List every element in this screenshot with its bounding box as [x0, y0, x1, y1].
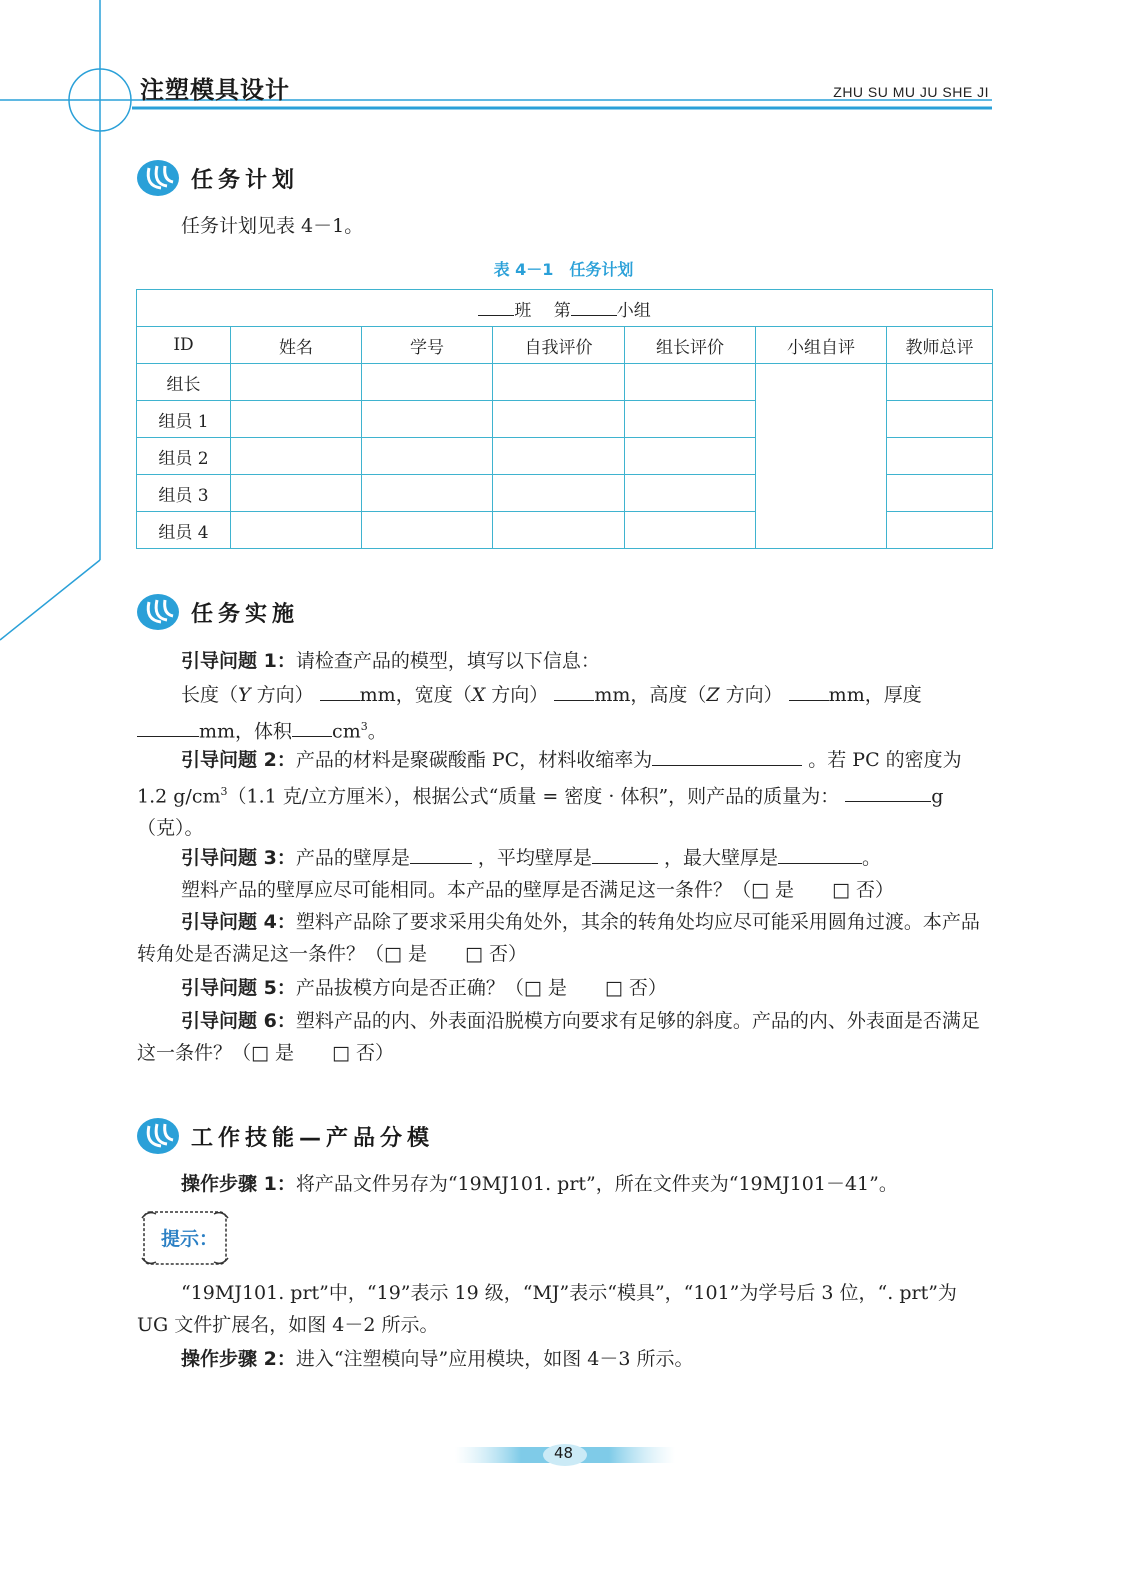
question-label: 引导问题 5： [181, 977, 296, 999]
guide-question-2 [137, 743, 993, 844]
guide-question-1 [137, 645, 993, 677]
text: 方向） [485, 684, 549, 706]
table-header-row [137, 327, 993, 364]
table-cell[interactable] [887, 401, 993, 438]
guide-question-4 [137, 906, 993, 970]
page-number: 48 [553, 1444, 574, 1462]
column-header: 姓名 [231, 327, 362, 364]
table-cell[interactable] [362, 512, 493, 549]
table-caption: 表 4－1 任务计划 [493, 260, 634, 279]
guide-question-1-volume [137, 711, 993, 747]
wall-thickness-blank[interactable] [410, 841, 472, 864]
table-cell[interactable] [231, 364, 362, 401]
text: ，平均壁厚是 [477, 847, 592, 869]
section-title: 任务计划 [191, 167, 300, 193]
column-header: 小组自评 [756, 327, 887, 364]
length-blank[interactable] [320, 678, 360, 701]
text: 产品的壁厚是 [295, 847, 410, 869]
step-label: 操作步骤 1： [181, 1173, 296, 1195]
operation-step-2 [137, 1343, 993, 1375]
row-label: 组员 3 [137, 475, 231, 512]
question-text: 塑料产品的内、外表面沿脱模方向要求有足够的斜度。产品的内、外表面是否满足这一条件？（□ 是 □ 否） [137, 1010, 980, 1064]
question-label: 引导问题 6： [181, 1010, 296, 1032]
question-text: 塑料产品除了要求采用尖角处外，其余的转角处均应尽可能采用圆角过渡。本产品转角处是否满足这一条件？（□ 是 □ 否） [137, 911, 980, 965]
axis-y: Y [238, 684, 251, 706]
max-wall-blank[interactable] [778, 841, 862, 864]
mass-blank[interactable] [845, 779, 931, 802]
table-cell[interactable] [625, 512, 756, 549]
shrinkage-blank[interactable] [652, 743, 802, 766]
section-heading-task-implementation [135, 592, 299, 632]
axis-x: X [471, 684, 486, 706]
row-label: 组员 4 [137, 512, 231, 549]
text: mm，高度（ [594, 684, 707, 706]
guide-question-1-dimensions [137, 678, 993, 711]
table-cell[interactable] [887, 364, 993, 401]
row-label: 组员 1 [137, 401, 231, 438]
table-cell[interactable] [887, 475, 993, 512]
table-cell[interactable] [231, 401, 362, 438]
text: 长度（ [181, 684, 239, 706]
column-header: 自我评价 [493, 327, 625, 364]
text: 方向） [719, 684, 783, 706]
section-title: 任务实施 [191, 601, 300, 627]
table-cell[interactable] [493, 475, 625, 512]
volume-blank[interactable] [292, 714, 332, 737]
table-cell[interactable] [493, 401, 625, 438]
column-header: 学号 [362, 327, 493, 364]
table-cell[interactable] [887, 512, 993, 549]
row-label: 组员 2 [137, 438, 231, 475]
table-cell[interactable] [625, 364, 756, 401]
group-self-eval-cell[interactable] [756, 364, 887, 549]
section-logo-icon [135, 592, 181, 632]
tip-label: 提示： [161, 1228, 219, 1250]
step-text: 将产品文件另存为“19MJ101. prt”，所在文件夹为“19MJ101－41”。 [295, 1173, 898, 1195]
question-label: 引导问题 4： [181, 911, 296, 933]
guide-question-3 [137, 841, 993, 874]
column-header: 教师总评 [887, 327, 993, 364]
table-cell[interactable] [493, 364, 625, 401]
step-text: 进入“注塑模向导”应用模块，如图 4－3 所示。 [295, 1348, 694, 1370]
table-cell[interactable] [493, 438, 625, 475]
unit: cm [332, 720, 361, 743]
section-heading-task-plan [135, 158, 299, 198]
table-cell[interactable] [625, 475, 756, 512]
column-header: ID [137, 327, 231, 364]
table-cell[interactable] [231, 438, 362, 475]
table-cell[interactable] [362, 401, 493, 438]
text: 。 [861, 847, 881, 869]
question-label: 引导问题 2： [181, 749, 296, 771]
text: mm，厚度 [828, 684, 922, 706]
section-logo-icon [135, 1116, 181, 1156]
tip-text: “19MJ101. prt”中，“19”表示 19 级，“MJ”表示“模具”，“101”为学号后 3 位，“. prt”为 UG 文件扩展名，如图 4－2 所示。 [137, 1282, 957, 1336]
table-cell[interactable] [493, 512, 625, 549]
task-plan-table [136, 289, 993, 549]
table-row [137, 364, 993, 401]
text: ，最大壁厚是 [663, 847, 778, 869]
text: mm，宽度（ [359, 684, 472, 706]
thickness-blank[interactable] [137, 714, 199, 737]
text: g（克）。 [137, 785, 944, 840]
row-label: 组长 [137, 364, 231, 401]
text: 产品的材料是聚碳酸酯 PC，材料收缩率为 [295, 749, 653, 771]
text: 。 [367, 720, 387, 743]
table-cell[interactable] [887, 438, 993, 475]
text: mm，体积 [199, 720, 293, 743]
width-blank[interactable] [554, 678, 594, 701]
height-blank[interactable] [789, 678, 829, 701]
group-prefix: 第 [553, 301, 571, 321]
class-label: 班 [514, 301, 532, 321]
guide-question-5 [137, 972, 993, 1004]
question-label: 引导问题 1： [181, 650, 296, 672]
table-cell[interactable] [362, 364, 493, 401]
group-label: 小组 [616, 301, 651, 321]
superscript: 3 [220, 785, 228, 798]
table-cell[interactable] [362, 438, 493, 475]
superscript: 3 [360, 720, 368, 733]
class-group-line [137, 290, 993, 327]
text: 。若 PC 的密度为 1.2 g/cm [137, 749, 962, 808]
table-cell[interactable] [625, 438, 756, 475]
table-cell[interactable] [625, 401, 756, 438]
step-label: 操作步骤 2： [181, 1348, 296, 1370]
text: （1.1 克/立方厘米），根据公式“质量 = 密度 · 体积”，则产品的质量为： [227, 785, 840, 808]
axis-z: Z [706, 684, 720, 706]
table-cell[interactable] [362, 475, 493, 512]
text: 方向） [250, 684, 314, 706]
question-text: 请检查产品的模型，填写以下信息： [295, 650, 600, 672]
table-cell[interactable] [231, 512, 362, 549]
task-plan-intro: 任务计划见表 4－1。 [181, 215, 364, 237]
book-title-pinyin: ZHU SU MU JU SHE JI [833, 84, 989, 100]
section-title: 工作技能—产品分模 [191, 1125, 435, 1151]
guide-question-3-check: 塑料产品的壁厚应尽可能相同。本产品的壁厚是否满足这一条件？（□ 是 □ 否） [181, 879, 894, 901]
question-label: 引导问题 3： [181, 847, 296, 869]
question-text: 产品拔模方向是否正确？（□ 是 □ 否） [295, 977, 667, 999]
guide-question-6 [137, 1005, 993, 1069]
table-cell[interactable] [231, 475, 362, 512]
section-logo-icon [135, 158, 181, 198]
section-heading-work-skill [135, 1116, 434, 1156]
book-title: 注塑模具设计 [140, 76, 290, 104]
operation-step-1 [137, 1168, 993, 1200]
column-header: 组长评价 [625, 327, 756, 364]
avg-wall-blank[interactable] [592, 841, 658, 864]
